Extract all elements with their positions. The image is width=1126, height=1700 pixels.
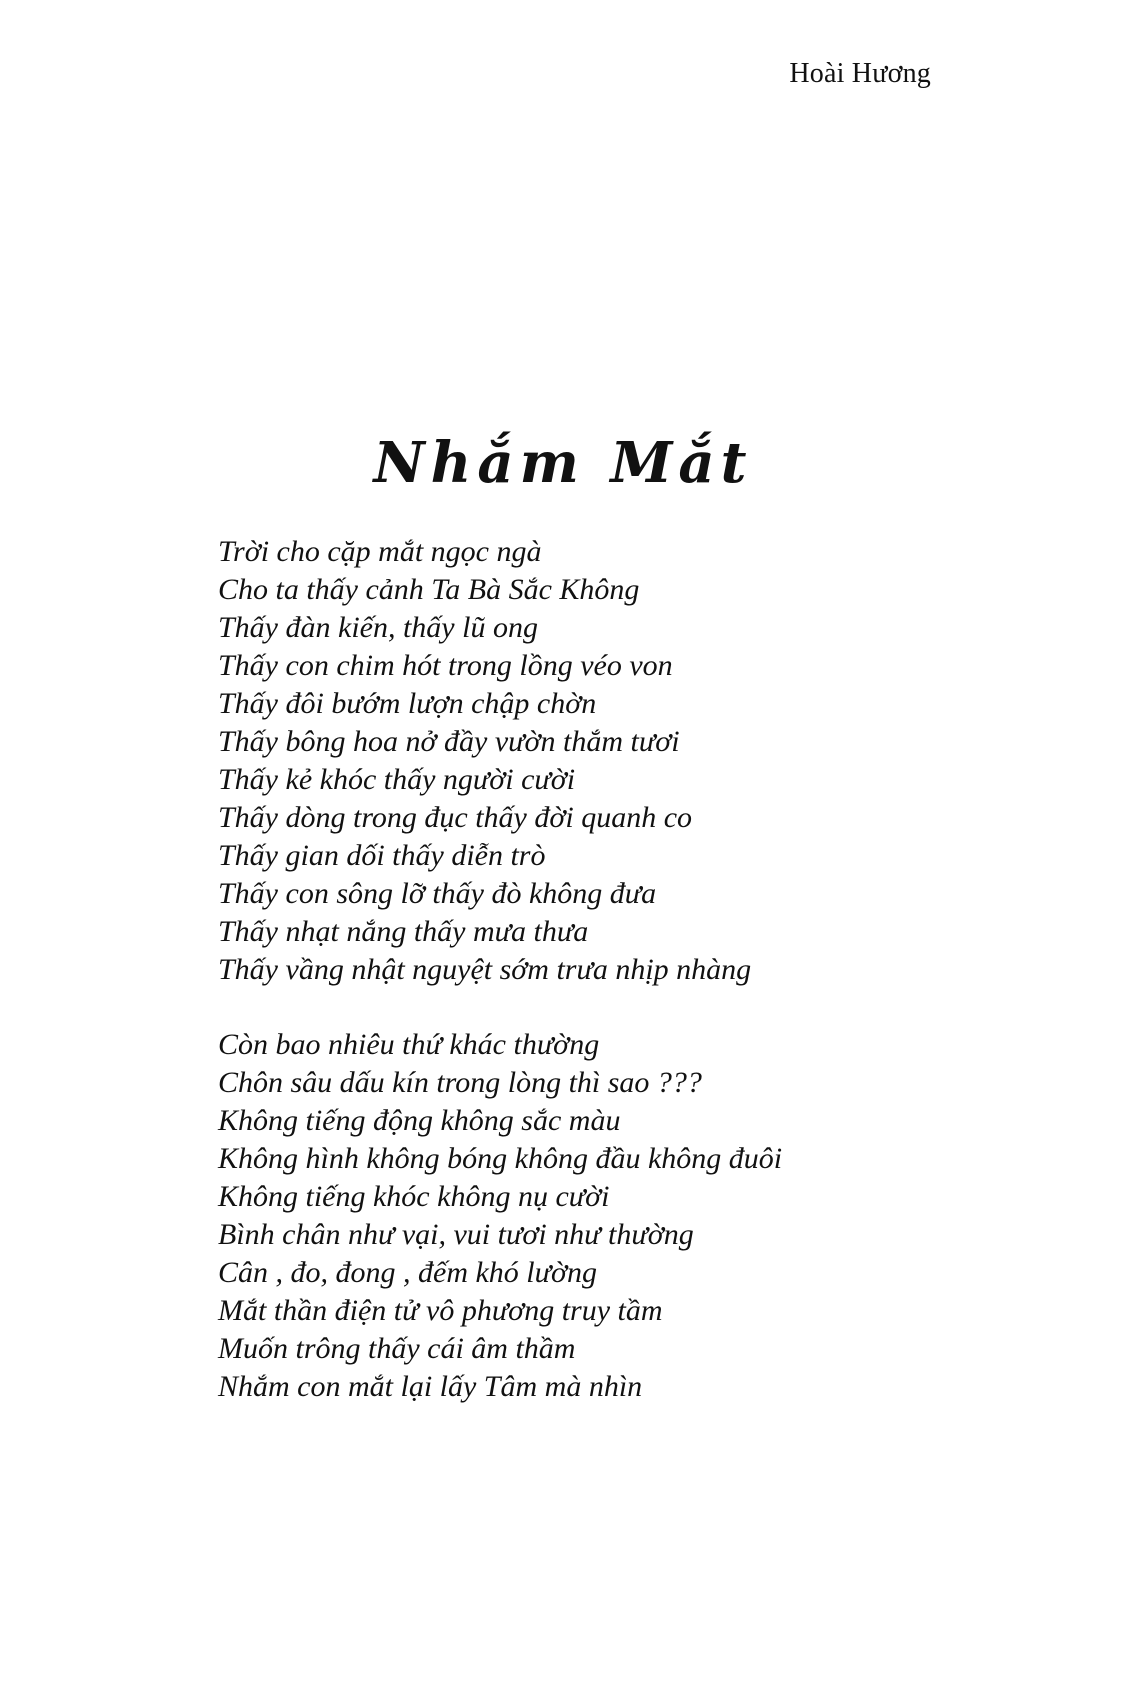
poem-line: Thấy nhạt nắng thấy mưa thưa xyxy=(218,915,589,948)
poem-body xyxy=(218,533,978,1406)
poem-line: Còn bao nhiêu thứ khác thường xyxy=(218,1028,600,1061)
poem-line: Thấy đàn kiến, thấy lũ ong xyxy=(218,611,538,644)
poem-line: Cho ta thấy cảnh Ta Bà Sắc Không xyxy=(218,573,640,606)
stanza-2 xyxy=(218,1026,978,1406)
poem-line: Thấy kẻ khóc thấy người cười xyxy=(218,763,576,796)
poem-line: Mắt thần điện tử vô phương truy tầm xyxy=(218,1294,663,1327)
poem-line: Thấy con chim hót trong lồng véo von xyxy=(218,649,673,682)
poem-line: Không hình không bóng không đầu không đuôi xyxy=(218,1142,783,1175)
poem-line: Trời cho cặp mắt ngọc ngà xyxy=(218,535,542,568)
poem-line: Thấy con sông lỡ thấy đò không đưa xyxy=(218,877,657,910)
poem-line: Bình chân như vại, vui tươi như thường xyxy=(218,1218,694,1251)
poem-title: Nhắm Mắt xyxy=(373,430,753,496)
poem-line: Không tiếng khóc không nụ cười xyxy=(218,1180,610,1213)
poem-line: Nhắm con mắt lại lấy Tâm mà nhìn xyxy=(218,1370,643,1403)
poem-line: Không tiếng động không sắc màu xyxy=(218,1104,621,1137)
poem-line: Muốn trông thấy cái âm thầm xyxy=(218,1332,576,1365)
poem-line: Chôn sâu dấu kín trong lòng thì sao ??? xyxy=(218,1066,702,1099)
poem-line: Thấy vầng nhật nguyệt sớm trưa nhịp nhàng xyxy=(218,953,752,986)
poem-line: Thấy gian dối thấy diễn trò xyxy=(218,839,546,872)
poem-line: Thấy đôi bướm lượn chập chờn xyxy=(218,687,597,720)
author-name: Hoài Hương xyxy=(789,58,931,89)
poem-line: Thấy dòng trong đục thấy đời quanh co xyxy=(218,801,693,834)
stanza-1 xyxy=(218,533,978,989)
poem-line: Cân , đo, đong , đếm khó lường xyxy=(218,1256,598,1289)
poem-line: Thấy bông hoa nở đầy vườn thắm tươi xyxy=(218,725,680,758)
